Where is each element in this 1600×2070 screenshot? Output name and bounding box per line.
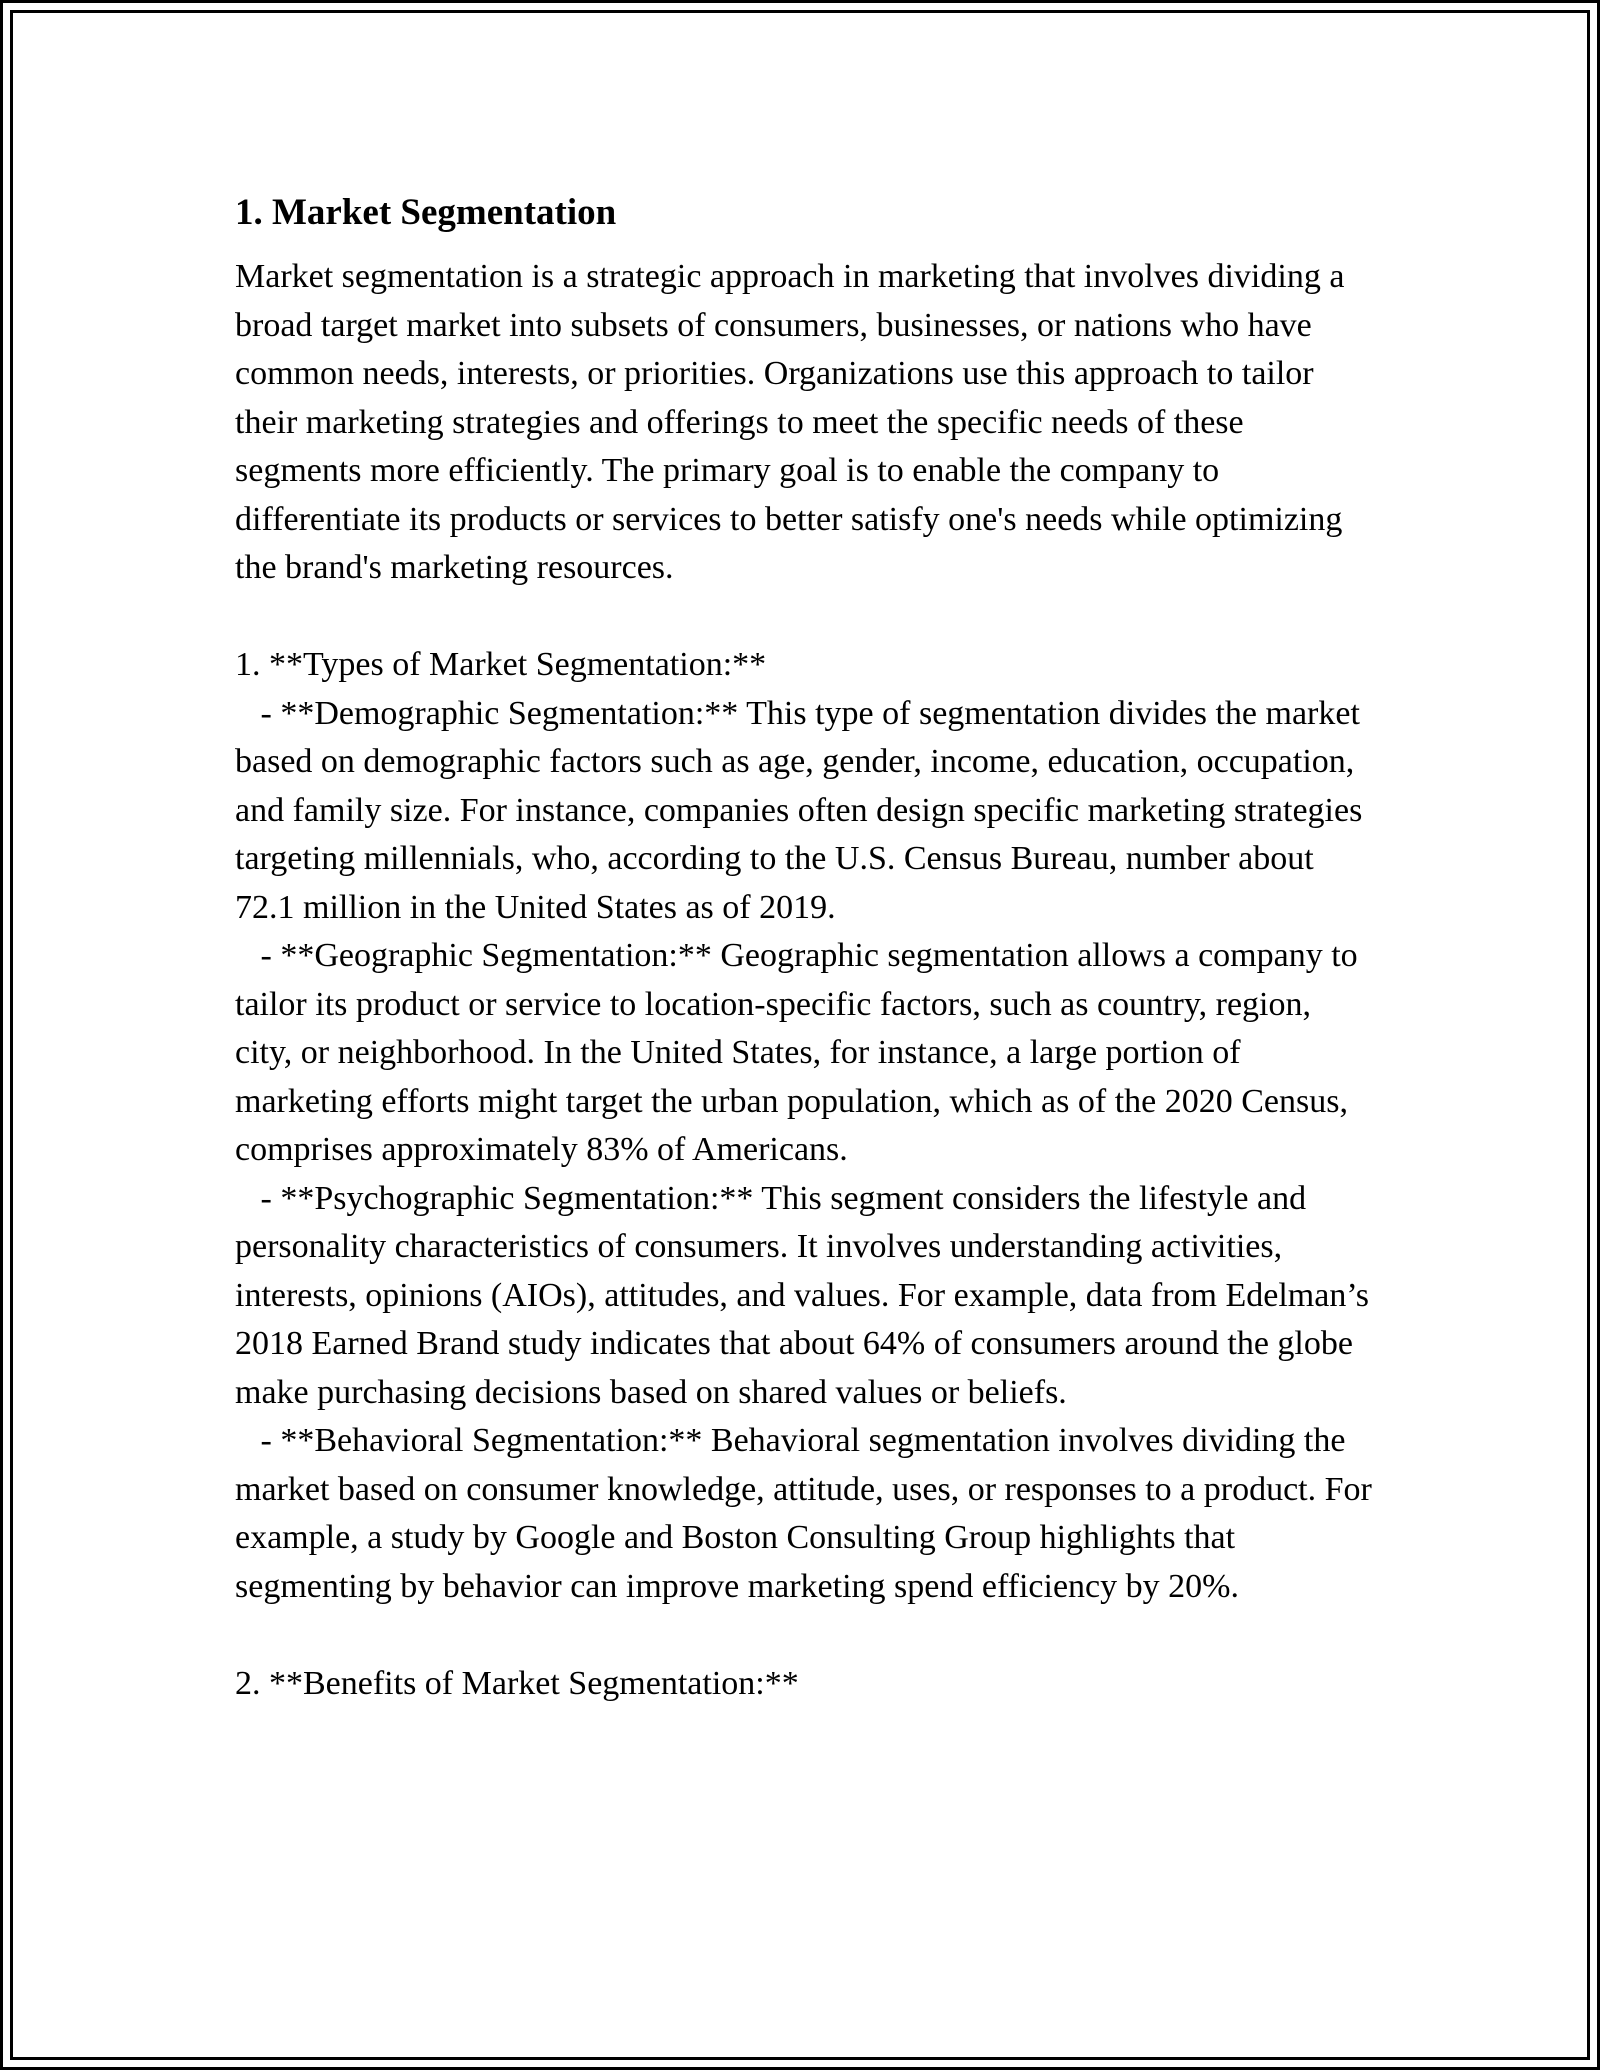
types-heading: 1. **Types of Market Segmentation:** — [235, 646, 767, 683]
document-body — [235, 185, 1381, 1708]
intro-paragraph: Market segmentation is a strategic approach in marketing that involves dividing a broad target market into subsets of consumers, businesses, or nations who have common needs, interests, or priorities. Organizations use this approach to tailor their marketing strategies and offerings to meet the specific needs of these segments more efficiently. The primary goal is to enable the company to differentiate its products or services to better satisfy one's needs while optimizing the brand's marketing resources. — [235, 258, 1353, 586]
paragraph-spacer — [235, 593, 1375, 642]
section-title: 1. Market Segmentation — [235, 192, 617, 233]
behavioral-segmentation-item: - **Behavioral Segmentation:** Behavioral segmentation involves dividing the market based on consumer knowledge, attitude, uses, or responses to a product. For example, a study by Google and Boston Consulting Group highlights that segmenting by behavior can improve marketing spend efficiency by 20%. — [235, 1422, 1381, 1605]
geographic-segmentation-item: - **Geographic Segmentation:** Geographic segmentation allows a company to tailor its product or service to location-specific factors, such as country, region, city, or neighborhood. In the United States, for instance, a large portion of marketing efforts might target the urban population, which as of the 2020 Census, comprises approximately 83% of Americans. — [235, 937, 1367, 1168]
benefits-heading: 2. **Benefits of Market Segmentation:** — [235, 1664, 799, 1702]
psychographic-segmentation-item: - **Psychographic Segmentation:** This segment considers the lifestyle and personality characteristics of consumers. It involves understanding activities, interests, opinions (AIOs), attitudes, and values. For example, data from Edelman’s 2018 Earned Brand study indicates that about 64% of consumers around the globe make purchasing decisions based on shared values or beliefs. — [235, 1179, 1378, 1411]
demographic-segmentation-item: - **Demographic Segmentation:** This type of segmentation divides the market based on demographic factors such as age, gender, income, education, occupation, and family size. For instance, companies often design specific marketing strategies targeting millennials, who, according to the U.S. Census Bureau, number about 72.1 million in the United States as of 2019. — [235, 694, 1371, 926]
paragraph-spacer — [235, 1611, 1375, 1660]
